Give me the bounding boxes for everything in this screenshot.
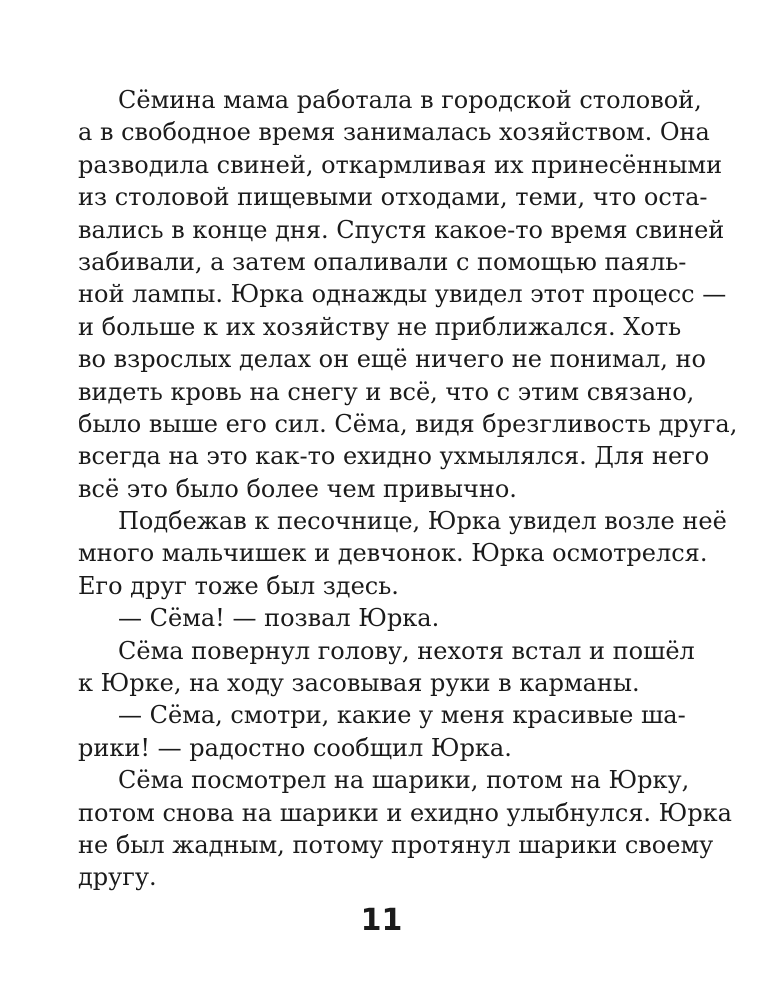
text-line: рики! — радостно сообщил Юрка.: [78, 733, 512, 762]
text-line: разводила свиней, откармливая их принесёнными: [78, 150, 723, 179]
text-line: всё это было более чем привычно.: [78, 474, 517, 503]
text-line: а в свободное время занималась хозяйством. Она: [78, 118, 710, 147]
text-line: Сёма повернул голову, нехотя встал и пошёл: [118, 636, 695, 665]
paragraph-1: [78, 84, 738, 505]
text-line: из столовой пищевыми отходами, теми, что оста-: [78, 183, 708, 212]
text-line: и больше к их хозяйству не приближался. Хоть: [78, 312, 682, 341]
page-number: 11: [360, 903, 403, 938]
paragraph-5: [78, 699, 686, 764]
text-line: забивали, а затем опаливали с помощью паяль-: [78, 247, 687, 276]
text-line: вались в конце дня. Спустя какое-то время свиней: [78, 215, 725, 244]
text-line: было выше его сил. Сёма, видя брезгливость друга,: [78, 409, 738, 438]
text-line: Подбежав к песочнице, Юрка увидел возле неё: [118, 507, 727, 536]
paragraph-2: [78, 505, 727, 602]
body-text: [78, 84, 738, 894]
text-line: видеть кровь на снегу и всё, что с этим связано,: [78, 377, 695, 406]
text-line: Его друг тоже был здесь.: [78, 571, 399, 600]
text-line: ной лампы. Юрка однажды увидел этот процесс —: [78, 280, 727, 309]
text-line: — Сёма, смотри, какие у меня красивые ша-: [118, 701, 686, 730]
text-line: — Сёма! — позвал Юрка.: [118, 604, 440, 633]
text-line: много мальчишек и девчонок. Юрка осмотрелся.: [78, 539, 708, 568]
paragraph-4: [78, 635, 695, 700]
paragraph-6: [78, 764, 732, 894]
text-line: к Юрке, на ходу засовывая руки в карманы.: [78, 669, 640, 698]
text-line: потом снова на шарики и ехидно улыбнулся. Юрка: [78, 798, 732, 827]
text-line: другу.: [78, 863, 157, 892]
text-line: во взрослых делах он ещё ничего не понимал, но: [78, 345, 706, 374]
text-line: Сёма посмотрел на шарики, потом на Юрку,: [118, 766, 690, 795]
text-line: не был жадным, потому протянул шарики своему: [78, 830, 714, 859]
paragraph-3: [78, 602, 678, 634]
text-line: Сёмина мама работала в городской столовой,: [118, 86, 702, 114]
text-line: всегда на это как-то ехидно ухмылялся. Для него: [78, 442, 710, 471]
